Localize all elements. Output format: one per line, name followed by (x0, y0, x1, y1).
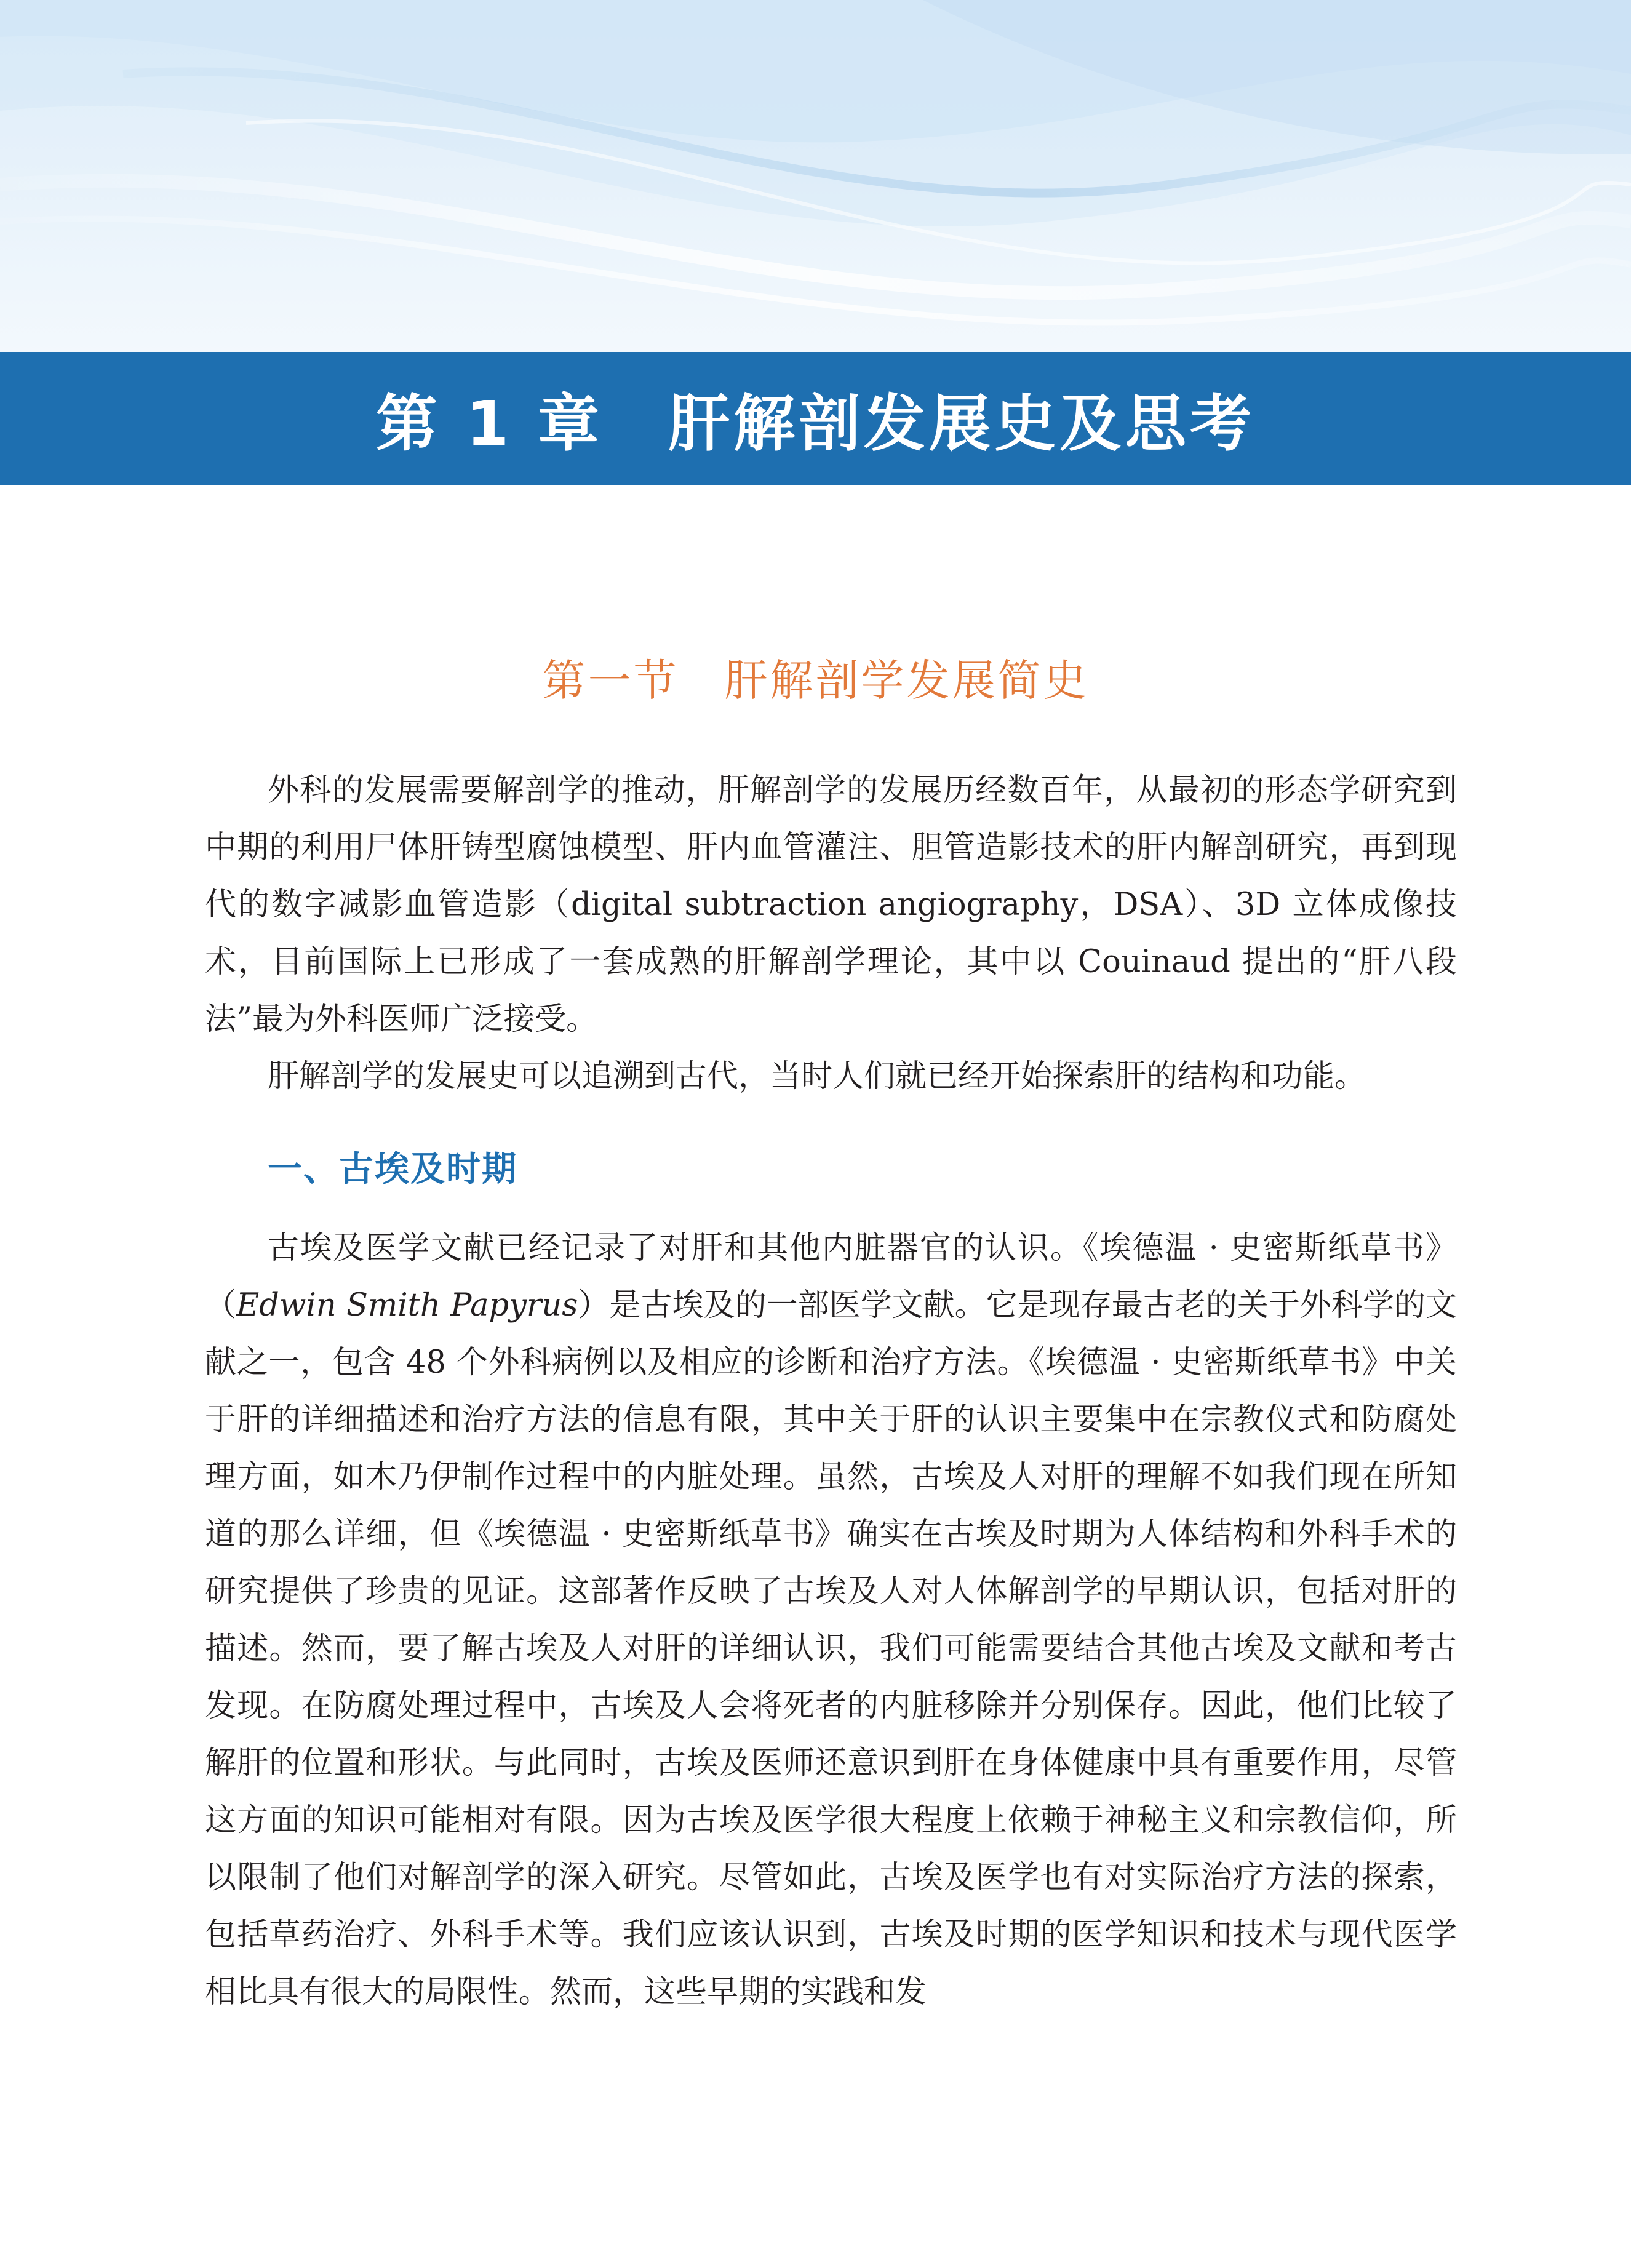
subsection-paragraph-1 (205, 1220, 1457, 2021)
header-wave-graphic (0, 0, 1631, 352)
intro-paragraph-1: 外科的发展需要解剖学的推动，肝解剖学的发展历经数百年，从最初的形态学研究到中期的利用尸体肝铸型腐蚀模型、肝内血管灌注、胆管造影技术的肝内解剖研究，再到现代的数字减影血管造影（digital subtraction angiography，DSA）、3D 立体成像技术，目前国际上已形成了一套成熟的肝解剖学理论，其中以 Couinaud 提出的“肝八段法”最为外科医师广泛接受。 (205, 772, 1457, 1037)
chapter-title: 第 1 章 肝解剖发展史及思考 (375, 388, 1256, 460)
papyrus-italic-title: Edwin Smith Papyrus (236, 1287, 578, 1324)
section-title: 第一节 肝解剖学发展简史 (542, 655, 1089, 706)
intro-paragraph-2: 肝解剖学的发展史可以追溯到古代，当时人们就已经开始探索肝的结构和功能。 (268, 1058, 1366, 1095)
chapter-title-band (0, 352, 1631, 485)
paragraph-text-start: 古埃及医学文献已经记录了对肝和其他内脏器官的认识。《埃德温 · 史密斯纸草书》（ (205, 1230, 1457, 1324)
header-decoration (0, 0, 1631, 352)
paragraph-text-rest: ）是古埃及的一部医学文献。它是现存最古老的关于外科学的文献之一，包含 48 个外科病例以及相应的诊断和治疗方法。《埃德温 · 史密斯纸草书》中关于肝的详细描述和治疗方法的信息有限，其中关于肝的认识主要集中在宗教仪式和防腐处理方面，如木乃伊制作过程中的内脏处理。虽然，古埃及人对肝的理解不如我们现在所知道的那么详细，但《埃德温 · 史密斯纸草书》确实在古埃及时期为人体结构和外科手术的研究提供了珍贵的见证。这部著作反映了古埃及人对人体解剖学的早期认识，包括对肝的描述。然而，要了解古埃及人对肝的详细认识，我们可能需要结合其他古埃及文献和考古发现。在防腐处理过程中，古埃及人会将死者的内脏移除并分别保存。因此，他们比较了解肝的位置和形状。与此同时，古埃及医师还意识到肝在身体健康中具有重要作用，尽管这方面的知识可能相对有限。因为古埃及医学很大程度上依赖于神秘主义和宗教信仰，所以限制了他们对解剖学的深入研究。尽管如此，古埃及医学也有对实际治疗方法的探索，包括草药治疗、外科手术等。我们应该认识到，古埃及时期的医学知识和技术与现代医学相比具有很大的局限性。然而，这些早期的实践和发 (205, 1287, 1457, 2010)
subsection-title-ancient-egypt: 一、古埃及时期 (268, 1149, 517, 1189)
